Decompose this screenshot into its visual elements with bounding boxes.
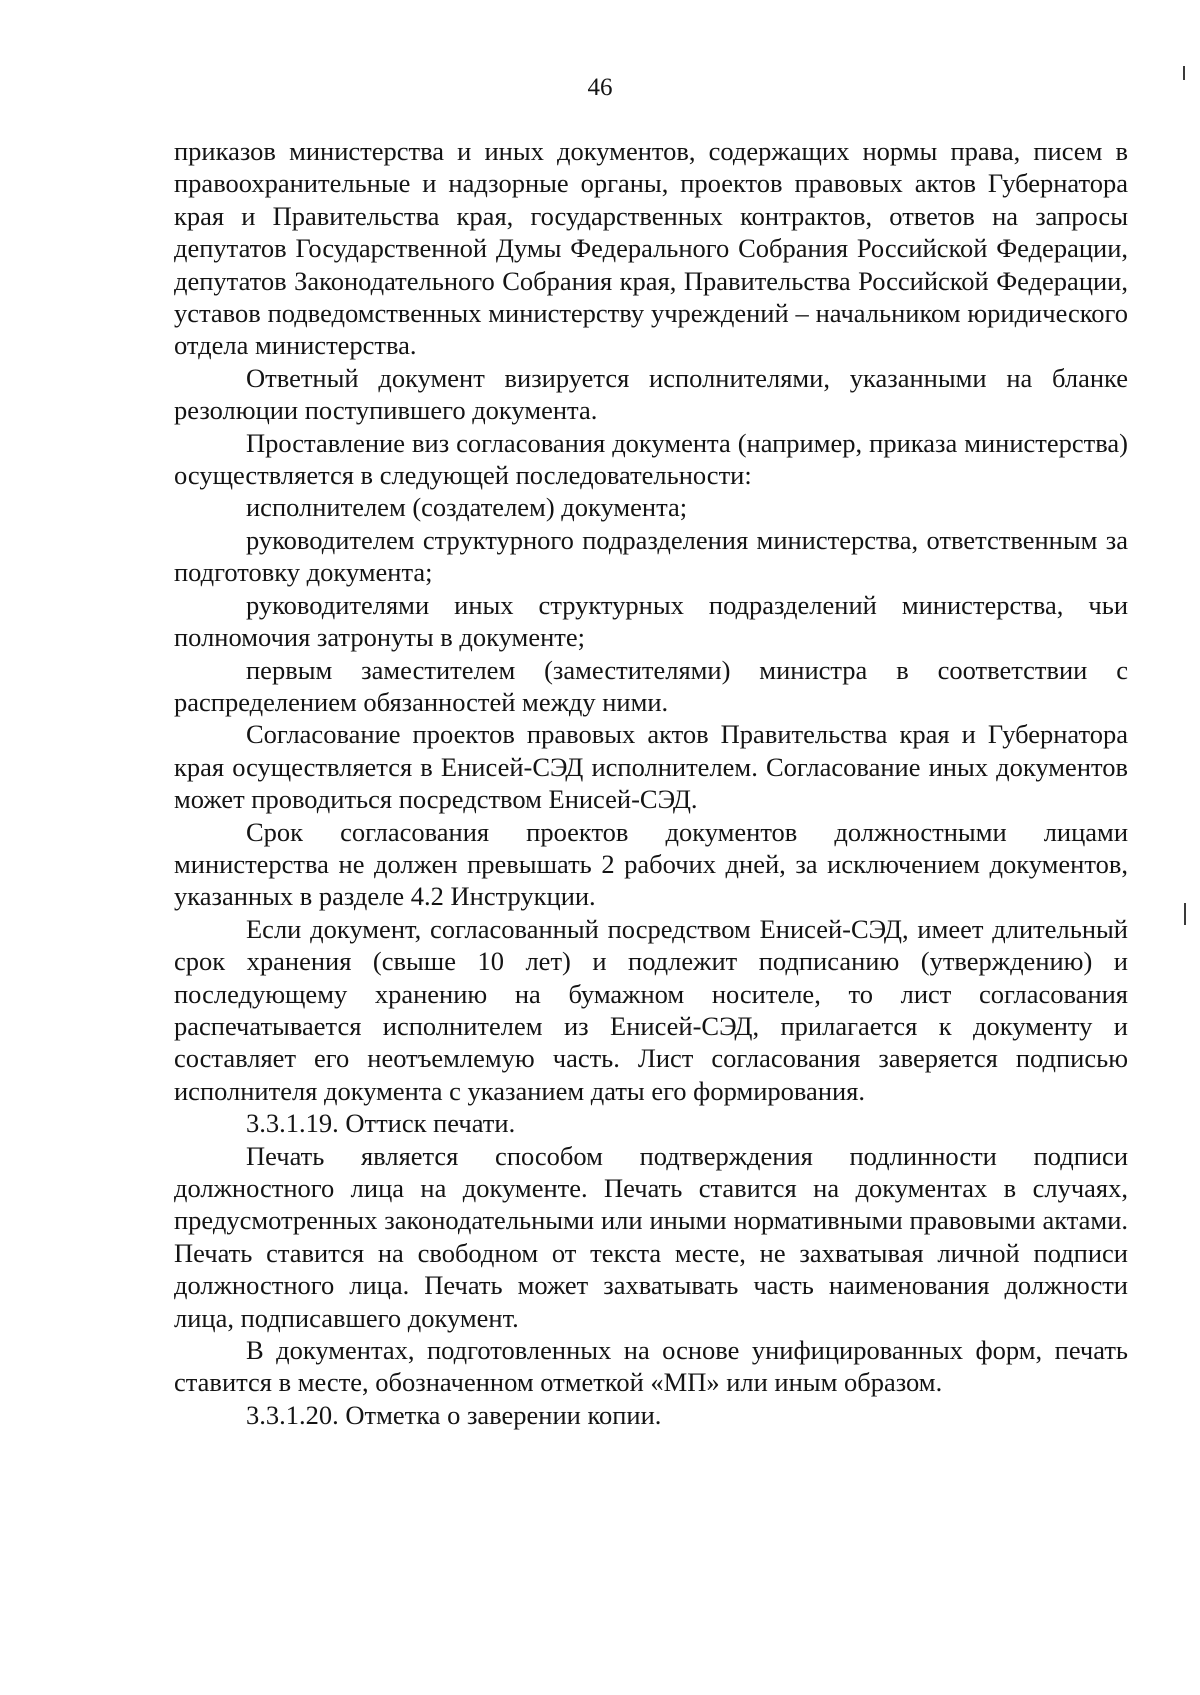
scan-edge-mark-top	[1183, 66, 1185, 80]
paragraph-approval-deadline: Срок согласования проектов документов должностными лицами министерства не должен превышать 2 рабочих дней, за исключением документов, указанных в разделе 4.2 Инструкции.	[174, 816, 1128, 912]
list-item-executor: исполнителем (создателем) документа;	[246, 492, 688, 523]
section-heading-copy-certification: 3.3.1.20. Отметка о заверении копии.	[246, 1399, 662, 1430]
list-item-unit-head: руководителем структурного подразделения министерства, ответственным за подготовку документа;	[174, 524, 1128, 588]
paragraph-approval-in-sed: Согласование проектов правовых актов Правительства края и Губернатора края осуществляется в Енисей-СЭД исполнителем. Согласование иных документов может проводиться посредством Енисей-СЭД.	[174, 719, 1128, 815]
paragraph-approval-order: Проставление виз согласования документа (например, приказа министерства) осуществляется в следующей последовательности:	[174, 427, 1128, 491]
section-heading-seal: 3.3.1.19. Оттиск печати.	[246, 1108, 516, 1139]
list-item-other-unit-heads: руководителями иных структурных подразделений министерства, чьи полномочия затронуты в документе;	[174, 589, 1128, 653]
paragraph-approval-sheet: Если документ, согласованный посредством Енисей-СЭД, имеет длительный срок хранения (свыше 10 лет) и подлежит подписанию (утверждению) и последующему хранению на бумажном носителе, то лист согласования распечатывается исполнителем из Енисей-СЭД, прилагается к документу и составляет его неотъемлемую часть. Лист согласования заверяется подписью исполнителя документа с указанием даты его формирования.	[174, 913, 1128, 1106]
paragraph-ministry-orders-continuation: приказов министерства и иных документов, содержащих нормы права, писем в правоохранительные и надзорные органы, проектов правовых актов Губернатора края и Правительства края, государственных контрактов, ответов на запросы депутатов Государственной Думы Федерального Собрания Российской Федерации, депутатов Законодательного Собрания края, Правительства Российской Федерации, уставов подведомственных министерству учреждений – начальником юридического отдела министерства.	[174, 136, 1128, 361]
document-body	[174, 135, 1128, 1431]
page-number: 46	[587, 74, 613, 101]
scan-edge-mark-middle	[1184, 903, 1186, 925]
paragraph-seal-unified-forms: В документах, подготовленных на основе унифицированных форм, печать ставится в месте, обозначенном отметкой «МП» или иным образом.	[174, 1335, 1128, 1398]
paragraph-seal-purpose: Печать является способом подтверждения подлинности подписи должностного лица на документе. Печать ставится на документах в случаях, предусмотренных законодательными или иными нормативными правовыми актами. Печать ставится на свободном от текста месте, не захватывая личной подписи должностного лица. Печать может захватывать часть наименования должности лица, подписавшего документ.	[174, 1140, 1128, 1333]
list-item-first-deputy: первым заместителем (заместителями) министра в соответствии с распределением обязанностей между ними.	[174, 654, 1128, 717]
paragraph-response-document: Ответный документ визируется исполнителями, указанными на бланке резолюции поступившего документа.	[174, 362, 1128, 426]
